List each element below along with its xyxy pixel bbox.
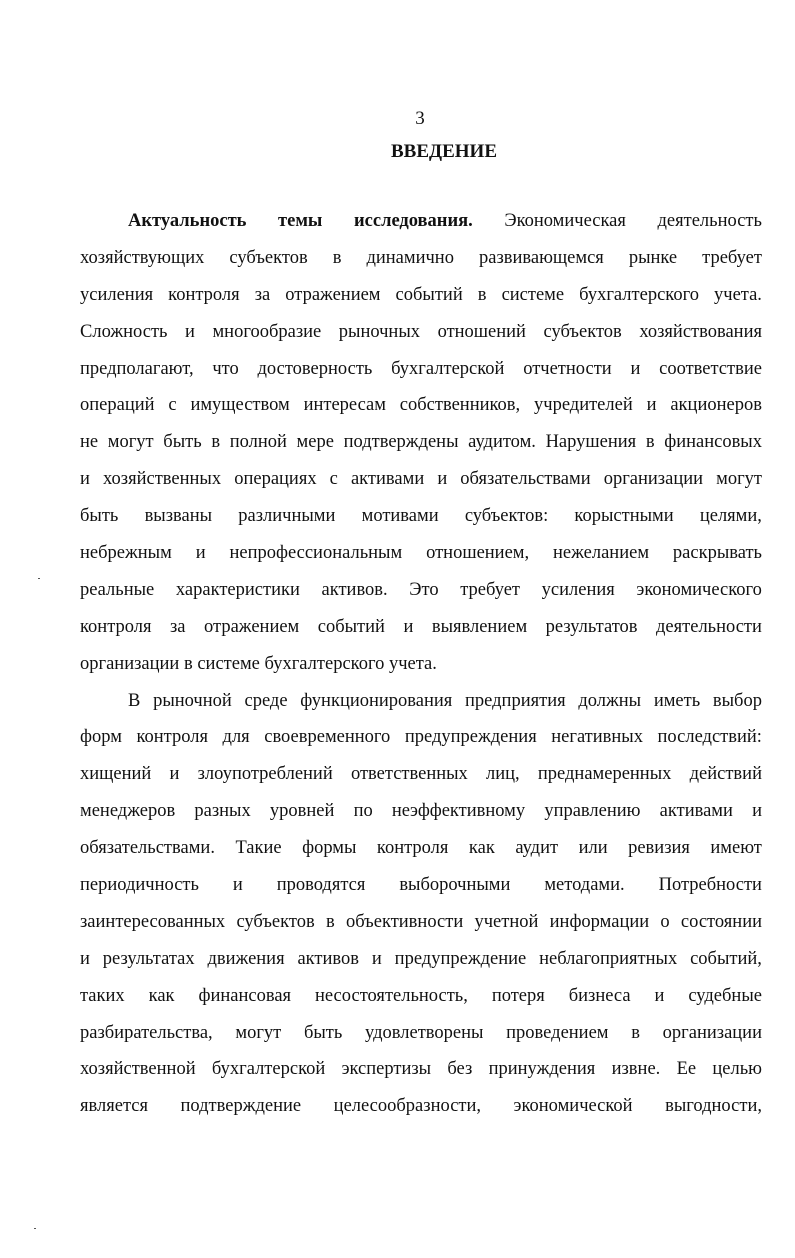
text-line: обязательствами. Такие формы контроля как аудит или ревизия имеют [80, 838, 762, 859]
text-line: является подтверждение целесообразности, экономической выгодности, [80, 1096, 762, 1117]
text-line: быть вызваны различными мотивами субъектов: корыстными целями, [80, 506, 762, 527]
text-line: операций с имуществом интересам собственников, учредителей и акционеров [80, 395, 762, 416]
text-line: хищений и злоупотреблений ответственных лиц, преднамеренных действий [80, 764, 762, 785]
text-line: хозяйствующих субъектов в динамично развивающемся рынке требует [80, 247, 762, 268]
text-line: не могут быть в полной мере подтверждены аудитом. Нарушения в финансовых [80, 432, 762, 453]
text-line: Актуальность темы исследования. Экономическая деятельность [128, 211, 762, 231]
text-line: заинтересованных субъектов в объективности учетной информации о состоянии [80, 911, 762, 932]
text-line: хозяйственной бухгалтерской экспертизы без принуждения извне. Ее целью [80, 1059, 762, 1080]
body-text [80, 203, 762, 1125]
text-line: периодичность и проводятся выборочными методами. Потребности [80, 875, 762, 896]
text-line: усиления контроля за отражением событий в системе бухгалтерского учета. [80, 284, 762, 305]
text-line: Сложность и многообразие рыночных отношений субъектов хозяйствования [80, 321, 762, 342]
text-line: предполагают, что достоверность бухгалтерской отчетности и соответствие [80, 358, 762, 379]
paragraph-relevance [80, 203, 762, 683]
text-line: В рыночной среде функционирования предприятия должны иметь выбор [128, 690, 762, 711]
text-line: разбирательства, могут быть удовлетворены проведением в организации [80, 1022, 762, 1043]
text-line: менеджеров разных уровней по неэффективному управлению активами и [80, 801, 762, 822]
text-line: реальные характеристики активов. Это требует усиления экономического [80, 579, 762, 600]
text-line: небрежным и непрофессиональным отношением, нежеланием раскрывать [80, 543, 762, 564]
paragraph-control-forms [80, 683, 762, 1126]
chapter-title: ВВЕДЕНИЕ [391, 141, 497, 162]
text-line: таких как финансовая несостоятельность, потеря бизнеса и судебные [80, 985, 762, 1006]
page-number: 3 [415, 108, 425, 129]
text-line: контроля за отражением событий и выявлением результатов деятельности [80, 616, 762, 637]
scan-speck [34, 1228, 36, 1229]
text-line: организации в системе бухгалтерского учета. [80, 653, 437, 674]
text-line: и хозяйственных операциях с активами и обязательствами организации могут [80, 469, 762, 490]
text-line: и результатах движения активов и предупреждение неблагоприятных событий, [80, 948, 762, 969]
scan-speck [38, 578, 40, 579]
text-line: форм контроля для своевременного предупреждения негативных последствий: [80, 727, 762, 748]
